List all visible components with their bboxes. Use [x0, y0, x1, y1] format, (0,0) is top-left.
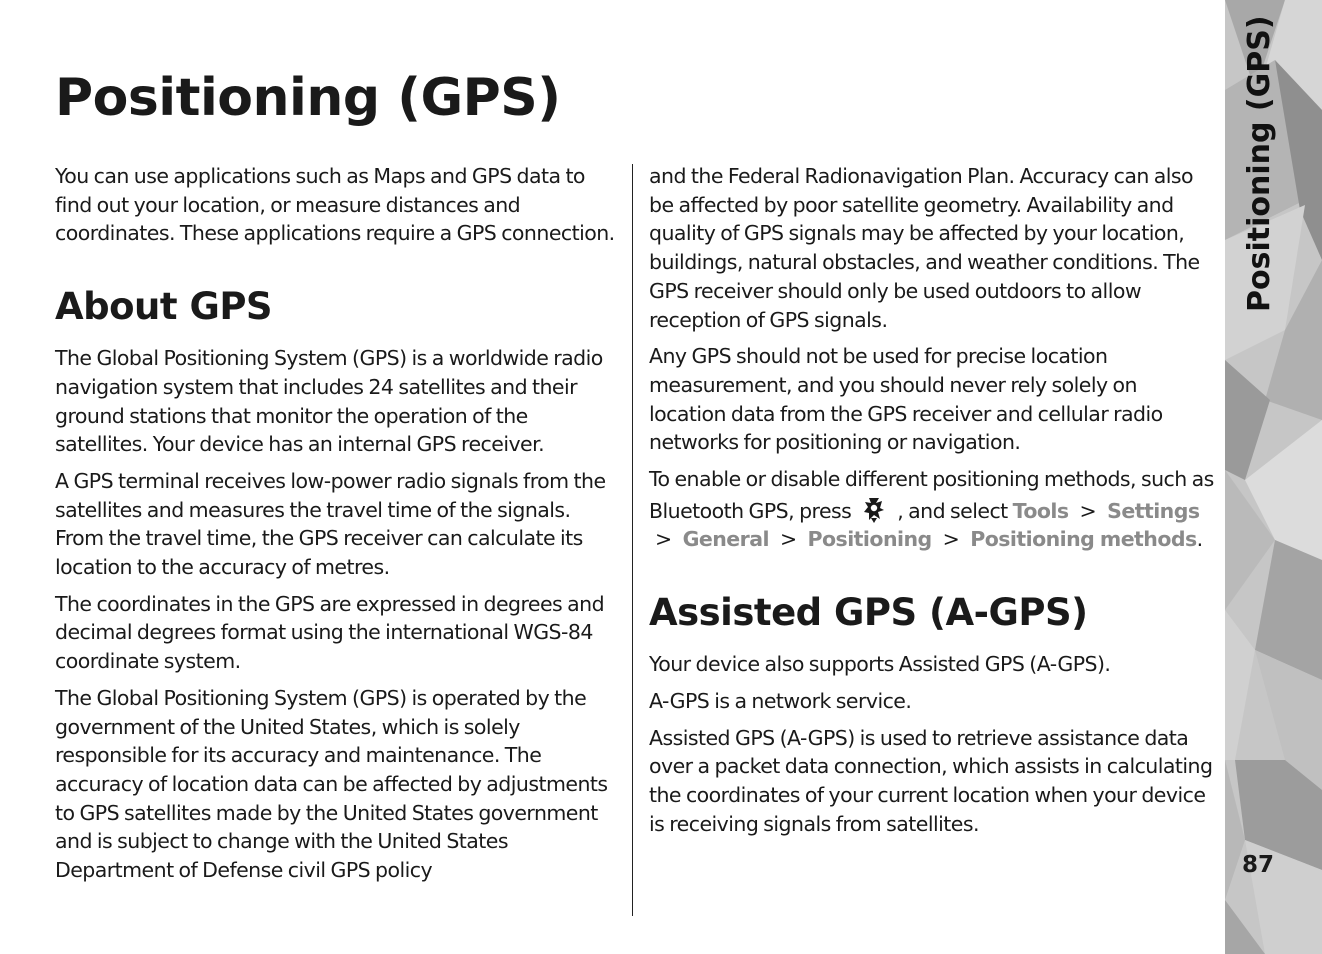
about-gps-heading: About GPS	[55, 285, 273, 329]
left-column	[55, 162, 621, 893]
about-paragraph-1: The Global Positioning System (GPS) is a worldwide radio navigation system that includes 24 satellites and their ground stations that monitor the operation of the satellites. Your device has an internal GPS receiver.	[55, 346, 603, 457]
agps-heading: Assisted GPS (A-GPS)	[649, 591, 1088, 635]
path-separator: >	[655, 527, 672, 552]
intro-paragraph: You can use applications such as Maps and GPS data to find out your location, or measure distances and coordinates. These applications require a GPS connection.	[55, 164, 615, 246]
about-paragraph-4: The Global Positioning System (GPS) is operated by the government of the United States, which is solely responsible for its accuracy and maintenance. The accuracy of location data can be affected by adjustments to GPS satellites made by the United States government and is subject to change with the United States Department of Defense civil GPS policy	[55, 685, 608, 883]
menu-key-icon	[860, 494, 888, 524]
warning-paragraph: Any GPS should not be used for precise location measurement, and you should never rely solely on location data from the GPS receiver and cellular radio networks for positioning or navigation.	[649, 344, 1163, 455]
about-paragraph-2: A GPS terminal receives low-power radio signals from the satellites and measures the travel time of the signals. From the travel time, the GPS receiver can calculate its location to the accuracy of metres.	[55, 468, 606, 580]
column-divider	[632, 164, 633, 916]
continued-paragraph: and the Federal Radionavigation Plan. Accuracy can also be affected by poor satellite geometry. Availability and quality of GPS signals may be affected by your location, buildings, natural obstacles, and weather conditions. The GPS receiver should only be used outdoors to allow reception of GPS signals.	[649, 164, 1200, 332]
about-paragraph-3: The coordinates in the GPS are expressed in degrees and decimal degrees format using the international WGS-84 coordinate system.	[55, 591, 605, 674]
sidebar-chapter-title: Positioning (GPS)	[1242, 15, 1277, 312]
menu-tools: Tools	[1012, 498, 1069, 523]
right-column	[649, 162, 1215, 846]
select-text: , and select	[897, 498, 1008, 523]
path-separator: >	[779, 527, 797, 552]
page-number: 87	[1242, 852, 1275, 878]
menu-settings: Settings	[1107, 498, 1200, 523]
path-separator: >	[942, 527, 960, 552]
menu-positioning-methods: Positioning methods	[970, 527, 1197, 552]
agps-paragraph-1: Your device also supports Assisted GPS (A-GPS).	[649, 652, 1111, 677]
page-title: Positioning (GPS)	[55, 68, 561, 128]
sentence-end: .	[1196, 527, 1203, 552]
enable-methods-text: To enable or disable different positioning methods, such as Bluetooth GPS, press	[649, 467, 1214, 523]
menu-general: General	[682, 527, 769, 552]
agps-paragraph-2: A-GPS is a network service.	[649, 688, 912, 713]
path-separator: >	[1079, 498, 1097, 523]
enable-methods-paragraph	[649, 465, 1215, 554]
agps-paragraph-3: Assisted GPS (A-GPS) is used to retrieve assistance data over a packet data connection, which assists in calculating the coordinates of your current location when your device is receiving signals from satellites.	[649, 725, 1213, 836]
menu-positioning: Positioning	[807, 527, 932, 552]
